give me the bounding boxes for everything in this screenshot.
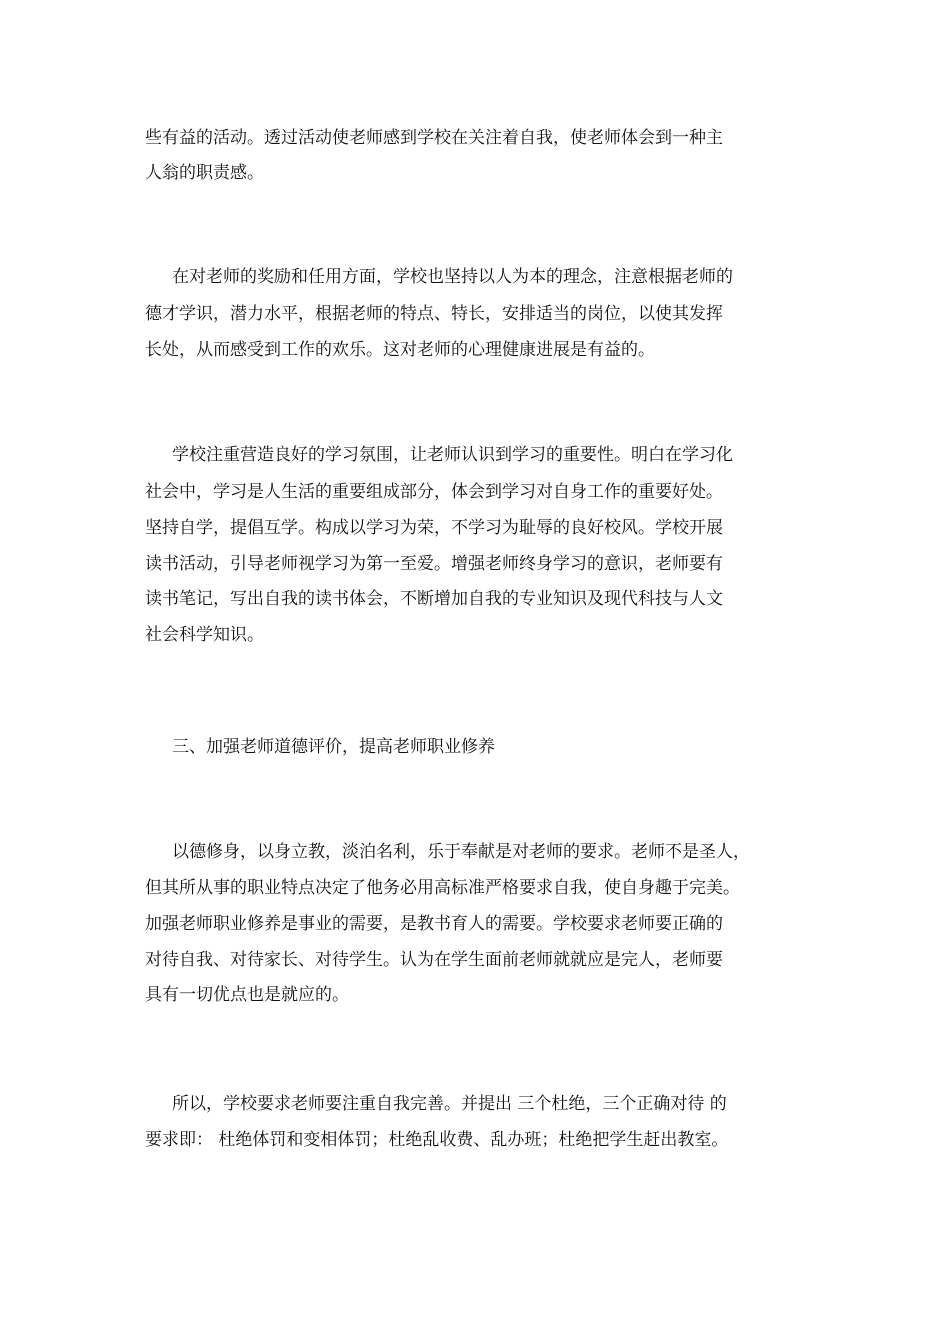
- paragraph-1-line-1: 些有益的活动。透过活动使老师感到学校在关注着自我，使老师体会到一种主: [145, 128, 723, 148]
- paragraph-4-line-5: 具有一切优点也是就应的。: [145, 985, 349, 1005]
- paragraph-2-line-3: 长处，从而感受到工作的欢乐。这对老师的心理健康进展是有益的。: [145, 340, 655, 360]
- paragraph-3-line-1: 学校注重营造良好的学习氛围，让老师认识到学习的重要性。明白在学习化: [172, 445, 733, 465]
- paragraph-4-line-3: 加强老师职业修养是事业的需要，是教书育人的需要。学校要求老师要正确的: [145, 914, 723, 934]
- paragraph-3-line-3: 坚持自学，提倡互学。构成以学习为荣，不学习为耻辱的良好校风。学校开展: [145, 518, 723, 538]
- paragraph-3-line-4: 读书活动，引导老师视学习为第一至爱。增强老师终身学习的意识，老师要有: [145, 554, 723, 574]
- paragraph-3-line-5: 读书笔记，写出自我的读书体会，不断增加自我的专业知识及现代科技与人文: [145, 589, 723, 609]
- paragraph-4-line-2: 但其所从事的职业特点决定了他务必用高标准严格要求自我，使自身趣于完美。: [145, 878, 740, 898]
- paragraph-5-line-2: 要求即： 杜绝体罚和变相体罚；杜绝乱收费、乱办班；杜绝把学生赶出教室。: [145, 1130, 729, 1150]
- section-heading: 三、加强老师道德评价，提高老师职业修养: [172, 737, 495, 757]
- paragraph-3-line-6: 社会科学知识。: [145, 625, 264, 645]
- paragraph-3-line-2: 社会中，学习是人生活的重要组成部分，体会到学习对自身工作的重要好处。: [145, 482, 723, 502]
- paragraph-1-line-2: 人翁的职责感。: [145, 163, 264, 183]
- paragraph-2-line-1: 在对老师的奖励和任用方面，学校也坚持以人为本的理念，注意根据老师的: [172, 267, 733, 287]
- paragraph-4-line-1: 以德修身，以身立教，淡泊名利，乐于奉献是对老师的要求。老师不是圣人，: [172, 842, 750, 862]
- paragraph-4-line-4: 对待自我、对待家长、对待学生。认为在学生面前老师就就应是完人，老师要: [145, 950, 723, 970]
- paragraph-2-line-2: 德才学识，潜力水平，根据老师的特点、特长，安排适当的岗位，以使其发挥: [145, 304, 723, 324]
- paragraph-5-line-1: 所以，学校要求老师要注重自我完善。并提出 三个杜绝，三个正确对待 的: [172, 1094, 727, 1114]
